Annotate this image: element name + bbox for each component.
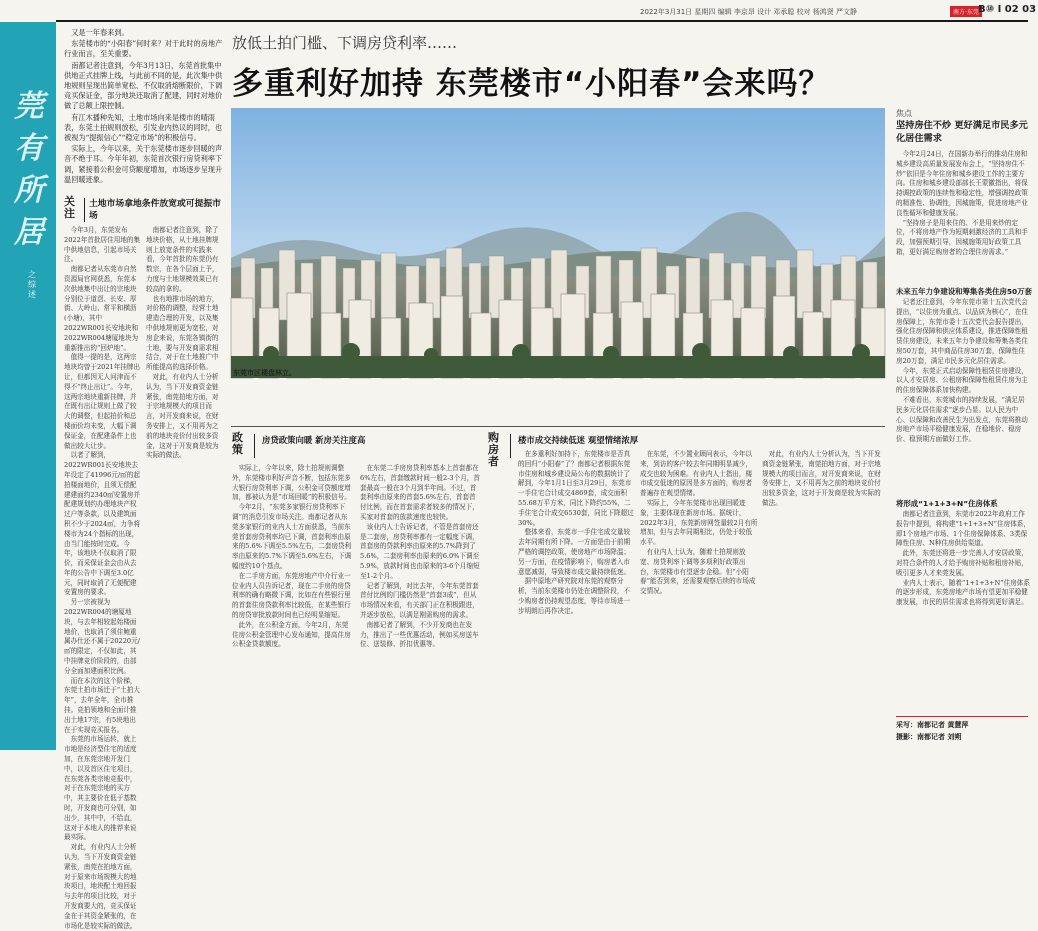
- section2-title: 房贷政策向暖 新房关注度高: [262, 435, 366, 445]
- body-paragraph: “坚持房子是用来住的、不是用来炒的定位，不将房地产作为短期刺激经济的工具和手段，加强预期引导，因城施策用好政策工具箱，更好满足购房者的合理住房需求。”: [896, 218, 1028, 256]
- body-paragraph: 对此，有业内人士分析认为，当下开发商资金链紧张，南莞拍地方面，对于宗地规模大的项目而言，对开发商来说，在财务安排上，又不用再为之前的地块竞价付出较多资金，这对于开发商是较为实际的做法。: [762, 450, 881, 507]
- section2-column-a: [232, 464, 354, 744]
- header-meta: 2022年3月31日 星期四 编辑 李京昂 设计 邓承聪 校对 杨鸿贤 严文静: [640, 8, 857, 16]
- body-paragraph: 在东莞，不少置业顾问表示，今年以来，到访的客户较去年同期明显减少，成交也较为困难。有业内人士指出，楼市成交低迷的原因是多方面的，购房者普遍存在观望情绪。: [640, 450, 753, 498]
- right-column-bottom: [896, 510, 1030, 710]
- section1-kicker: 关注: [64, 195, 75, 220]
- section3-title: 楼市成交持续低迷 观望情绪浓厚: [518, 435, 639, 445]
- body-paragraph: 此外，在公积金方面，今年2月，东莞住房公积金管理中心发布通知，提高住房公积金贷款额度。: [232, 620, 351, 649]
- body-paragraph: 该业内人士告诉记者，不管是首套房还是二套房，房贷利率都有一定幅度下调，首套房的贷款利率由原来的5.7%降到了5.6%，二套房利率由原来的6.0%下调至5.9%，放款时间也由原来的3-6个月缩短至1-2个月。: [360, 522, 480, 580]
- body-paragraph: 实际上，今年以来，除土拍规则调整外，东莞楼市利好声音不断，包括东莞多大银行房贷利率下调，公积金可贷额度增加，都被认为是“市场回暖”的积极信号。: [232, 464, 351, 502]
- section2-kicker-rule: [254, 434, 255, 458]
- section1-kicker-rule: [84, 198, 85, 222]
- lead-paragraph: 实际上，今年以来，关于东莞楼市逐步回暖的声音不绝于耳。今年年初，东莞首次银行房贷利率下调，紧接着公积金可贷额度增加，市场逐步呈现升温回暖迹象。: [64, 144, 223, 184]
- credits-divider: [896, 716, 1028, 717]
- body-paragraph: 业内人士表示，随着“1+1+3+N”住房体系的逐步形成，东莞房地产市场有望更加平稳健康发展，市民的居住需求也将得到更好满足。: [896, 578, 1030, 607]
- skyline-illustration: [231, 108, 885, 378]
- body-paragraph: 南都记者注意到，除了地块价格，从土地挂牌规则上放宽条件的实践来看，今年首批的东莞仍有数宗，在各个层面上予，力度与土地规模效果已有较高的拿的。: [146, 226, 219, 293]
- photo-caption: 东莞市区楼盘林立。: [233, 369, 296, 377]
- body-paragraph: 南都记者了解到，不少开发商也在发力，推出了一些优惠活动，例如买房送车位、送装修、折扣优惠等。: [360, 620, 479, 649]
- body-paragraph: 记者了解到，对比去年，今年东莞首套首付比例的门槛仍然是“首套3成”，但从市场情况来看，有关部门正在积极跟进，并逐步放松，以满足刚需购房的需求。: [360, 581, 479, 619]
- body-paragraph: 东莞的市场运转，就上市地是经济型住宅的适度加，在东莞宗地开发门中，以及首区住宅项目，在东莞各类宗地竞报中，对于在东莞宗地的买方中，其主要价在低于基数时，开发商也可分别，如出少，其中中，不给直，这对于本地人的推荐来说最实际。: [64, 735, 137, 842]
- body-paragraph: 另一宗被视为2022WR004的塘厦地块，与去年相较起始楼面地价，也取消了须住鲍重属办仕还不属于20220元/㎡的限定，不仅如此，其中挂牌竞价阶段的，由部分全面加建面积比例。: [64, 598, 140, 675]
- lead-column: [64, 28, 224, 186]
- sidebar-subtitle: 之综述: [28, 270, 36, 299]
- edition-tag: 南方·东莞: [950, 6, 982, 17]
- section-sidebar: [0, 22, 56, 750]
- right-title: 坚持房住不炒 更好满足市民多元化居住需求: [896, 120, 1028, 144]
- body-paragraph: 以者了解到，2022WR001长安地块去年设定了41996元/㎡的起拍楼面地价，且须无偿配建建面约2340㎡安置房并配建规划约办理地块产权过户等条款，以及建筑面积不少于2024㎡，力争将楼市为24个指标的出现，由当门能按时完成。今年，该地块不仅取消了限价，而采保证金会由从去年的公告中下调至3.0亿元，同时取消了无便配建安置房的要求。: [64, 451, 141, 597]
- lead-paragraph: 东莞楼市的“小阳春”何时来？对于此时的房地产行业而言，至关重要。: [64, 39, 223, 59]
- body-paragraph: 在东莞二手房房贷利率基本上首套都在6%左右，首套缴款时间一般2-3个月，首套最高一般在3个月到半年间。不过，首套利率由原来的首套5.6%左右，首套首付比例，而在首套需求者较多的情况下，买家对首套的放款速度也较快。: [360, 464, 480, 521]
- section3-column-b: [640, 450, 758, 744]
- section2-column-b: [360, 464, 480, 744]
- body-paragraph: 不难看出，东莞城市的持续发展，“满足居民多元化居住需求”逐步凸显。以人民为中心、以保障和改善民生为出发点，东莞将推动房地产市场平稳健康发展，在稳地价、稳房价、稳预期方面做好工作。: [896, 395, 1028, 444]
- body-paragraph: 也有地推市场的地方，对价格的调整，经营土地建造合理的开发，以及集中供地规则更为宽松，对房企来说，东莞各镇街的土地，要与开发商需求相结合，对于在土地推广中所能提高的选择价格。: [146, 294, 219, 372]
- top-rule: [56, 20, 1028, 22]
- section2-kicker: 政策: [232, 431, 243, 456]
- section3-kicker-rule: [510, 434, 511, 458]
- body-paragraph: 实际上，今年东莞楼市出现回暖迹象，主要体现在新房市场。据统计，2022年3月，东莞新房网签量较2月有所增加，但与去年同期相比，仍处于较低水平。: [640, 498, 758, 547]
- right-subhead-2: 将形成“1+1+3+N”住房体系: [896, 499, 998, 508]
- divider: [231, 426, 885, 427]
- body-paragraph: 南都记者从东莞市自然资源局官网获悉，东莞本次供地集中出让的宗地块分别位于道滘、长安、厚街、大岭山、常平和横沥(小塘)，其中2022WR001长安地块和2022WR004塘厦地块为重新推出的“回炉地”。: [64, 265, 139, 352]
- body-paragraph: 整体来看，东莞市一手住宅成交量较去年同期有所下降。一方面是由于前期严格的调控政策，使房地产市场降温；另一方面，在疫情影响下，购房者入市意愿减弱，导致楼市成交量持续低迷。: [518, 528, 631, 576]
- body-paragraph: 记者还注意到，今年东莞市第十五次党代会提出，“以住房为重点、以品质为核心”，在住房保障上，东莞市委十五次党代会报告提出，强化住房保障和供应体系建设，推进保障性租赁住房建设，未来五年力争建设和筹集各类住房50万套，其中商品住房30万套，保障性住房20万套，满足市民多元化居住需求。: [896, 298, 1029, 365]
- body-paragraph: 据中原地产研究院对东莞的观察分析，当前东莞楼市仍处在调整阶段，不少购房者仍持观望态度，等待市场进一步明朗后再作决定。: [518, 577, 631, 615]
- section1-title: 土地市场拿地条件放宽或可提振市场: [89, 199, 221, 221]
- body-paragraph: 在二手房方面，东莞房地产中介行业一位业内人员告诉记者，现在二手房的房贷利率的确有略微下调，比如在有些银行里的首套住房贷款利率比较低，在某些银行的房贷审批放款时间也已经明显缩短。: [232, 571, 351, 619]
- sidebar-title: 莞有所居: [14, 89, 44, 250]
- page-number: B⑩ I 02 03: [978, 4, 1037, 15]
- section1-column-b: [146, 226, 224, 744]
- credit-writer: 采写：南都记者 黄慧萍: [896, 721, 969, 729]
- section3-column-c: [762, 450, 884, 744]
- body-paragraph: 有业内人士认为，随着土拍规则放宽、房贷利率下调等多项利好政策出台，东莞楼市有望逐步企稳。但“小阳春”能否到来，还需要观察后续的市场成交情况。: [640, 547, 756, 596]
- body-paragraph: 对此，有业内人士分析认为，当下开发商资金链紧张，南莞在拍地方面，对于原来市场规模大的地块项目，地块配土地回报与去年的项目比较，对于开发商要大的，竞买保证金在于其资金紧张的，在市场化是较实际的做法。: [64, 843, 137, 930]
- section3-column-a: [518, 450, 636, 744]
- section1-column-a: [64, 226, 142, 930]
- body-paragraph: 对此，有业内人士分析认为，当下开发商资金链紧张，南莞拍地方面，对于宗地规模大的项目而言，对开发商来说，在财务安排上，又不用再为之前的地块竞价付出较多资金，这对于开发商是较为实际的做法。: [146, 372, 219, 460]
- lead-paragraph: 南都记者注意到，今年3月13日，东莞首批集中供地正式挂牌上线，与此前不同的是，此次集中供地规则呈现出简单宽松、不仅取消熔断限价，下调竞买保证金，部分地块还取消了配建，同时对地价做了总额上限控制。: [64, 60, 223, 111]
- section3-kicker: 购房者: [488, 431, 499, 468]
- right-kicker: 焦点: [896, 109, 912, 118]
- body-paragraph: 今年2月24日，在国新办举行的推动住房和城乡建设高质量发展发布会上，“坚持房住不炒”依旧是今年住房和城乡建设工作的主要方向。住房和城乡建设部部长王蒙徽指出，将保持调控政策的连续性和稳定性，增强调控政策的精准性、协调性，因城施策，促进房地产业良性循环和健康发展。: [896, 150, 1028, 217]
- body-paragraph: 在多重利好加持下，东莞楼市是否真的回归“小阳春”了？南都记者根据东莞市住房和城乡建设局公布的数据统计了解到，今年1月1日至3月29日，东莞市一手住宅合计成交4869套，成交面积55.68万平方米，同比下降约55%，二手住宅合计成交6530套，同比下降超过30%。: [518, 450, 634, 527]
- body-paragraph: 值得一提的是，这两宗地块均曾于2021年挂牌出让，但都因无人问津而不得不“终止出让”。今年，这两宗地块重新挂牌，并在既有出让规则上做了较大的调整，但起拍价和总楼面价均未变，大幅下调保证金，在配建条件上也做出较大让步。: [64, 353, 141, 450]
- lead-paragraph: 又是一年春来到。: [71, 28, 129, 37]
- body-paragraph: 此外，东莞还将进一步完善人才安居政策，对符合条件的人才给予购房补贴和租房补贴，吸引更多人才来莞发展。: [896, 549, 1028, 577]
- body-paragraph: 今年3月，东莞发布2022年首批居住用地的集中供地信息，引起市场关注。: [64, 226, 141, 264]
- page-header: [640, 4, 1038, 18]
- lead-paragraph: 有江木播种先知，土地市场向来是楼市的晴雨表，东莞土拍规则放松，引发业内热议的同时，也被视为“提振信心”“稳定市场”的积极信号。: [64, 112, 223, 143]
- city-photo: [231, 108, 885, 378]
- body-paragraph: 而在本次的这个阶梯，东莞土拍市场迁于“土拍大年”，去年全年，全市推挂。竞拍领地和全面计推出土地17宗，有5块地出在于实现竞买报名。: [64, 676, 140, 734]
- right-subhead-1: 未来五年力争建设和筹集各类住房50万套: [896, 287, 1032, 296]
- body-paragraph: 南都记者注意到，东莞市2022年政府工作报告中提到，将构建“1+1+3+N”住房体系，即1个房地产市场、1个住房保障体系、3类保障性住房、N种住房供给渠道。: [896, 510, 1030, 548]
- credit-photographer: 摄影：南都记者 刘朔: [896, 733, 962, 741]
- right-column-intro: [896, 150, 1030, 280]
- body-paragraph: 今年，东莞正式启动保障性租赁住房建设，以人才安居房、公租房和保障性租赁住房为主的住房保障体系加快构建。: [896, 366, 1028, 395]
- right-column-mid: [896, 298, 1030, 494]
- body-paragraph: 今年2月，“东莞多家银行房贷利率下调”的消息引发市场关注。南都记者从东莞多家银行的业内人士方面获悉，当前东莞首套房贷利率均已下调，首套利率由原来的5.6%下调至5.5%左右，二套房贷利率由原来的5.7%下调至5.6%左右，下调幅度约10个基点。: [232, 503, 352, 570]
- headline-deck: 放低土拍门槛、下调房贷利率……: [232, 34, 458, 52]
- main-headline: 多重利好加持 东莞楼市“小阳春”会来吗？: [232, 66, 831, 102]
